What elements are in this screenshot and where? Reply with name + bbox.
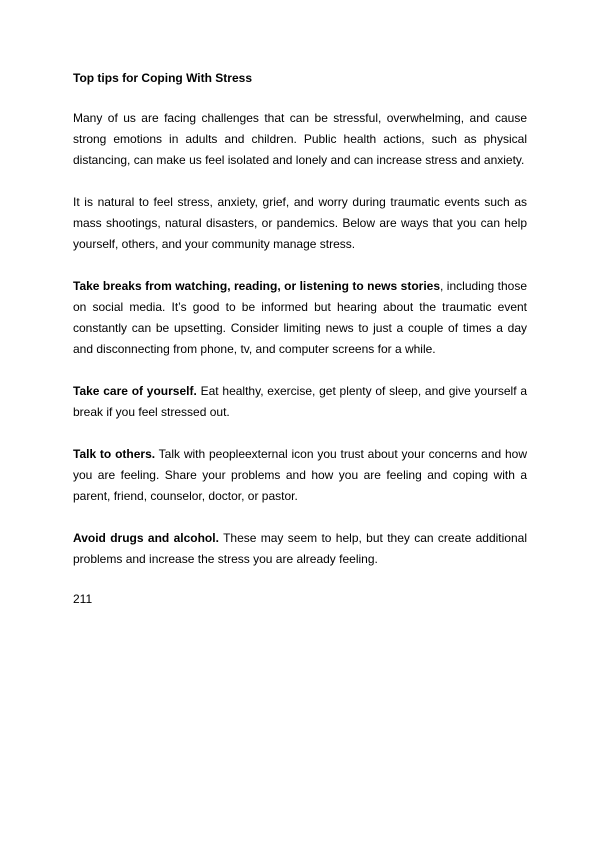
tip-body: , including those on social media. It’s good to be informed but hearing about the traumatic event constantly can be upsetting. Consider limiting news to just a couple of times a day and disconnecting from phone, tv, and computer screens for a while. — [73, 279, 527, 356]
tip-heading: Take breaks from watching, reading, or listening to news stories — [73, 279, 441, 293]
page-number: 211 — [73, 592, 93, 606]
tip-news-breaks — [73, 276, 527, 360]
tip-heading: Avoid drugs and alcohol. — [73, 531, 219, 545]
document-title: Top tips for Coping With Stress — [73, 71, 252, 85]
tip-talk-to-others — [73, 444, 527, 507]
tip-avoid-drugs — [73, 528, 527, 570]
tip-body: Eat healthy, exercise, get plenty of sleep, and give yourself a break if you feel stressed out. — [73, 384, 527, 419]
document-page — [73, 70, 527, 607]
tip-heading: Talk to others. — [73, 447, 156, 461]
tip-body: Talk with peopleexternal icon you trust about your concerns and how you are feeling. Share your problems and how you are feeling and coping with a parent, friend, counselor, doctor, or pastor. — [73, 447, 527, 503]
intro-paragraph: It is natural to feel stress, anxiety, grief, and worry during traumatic events such as mass shootings, natural disasters, or pandemics. Below are ways that you can help yourself, others, and your community manage stress. — [73, 195, 527, 251]
tip-body: These may seem to help, but they can create additional problems and increase the stress you are already feeling. — [73, 531, 527, 566]
tip-heading: Take care of yourself. — [73, 384, 197, 398]
tip-self-care — [73, 381, 527, 423]
intro-paragraph: Many of us are facing challenges that can be stressful, overwhelming, and cause strong emotions in adults and children. Public health actions, such as physical distancing, can make us feel isolated and lonely and can increase stress and anxiety. — [73, 111, 527, 167]
